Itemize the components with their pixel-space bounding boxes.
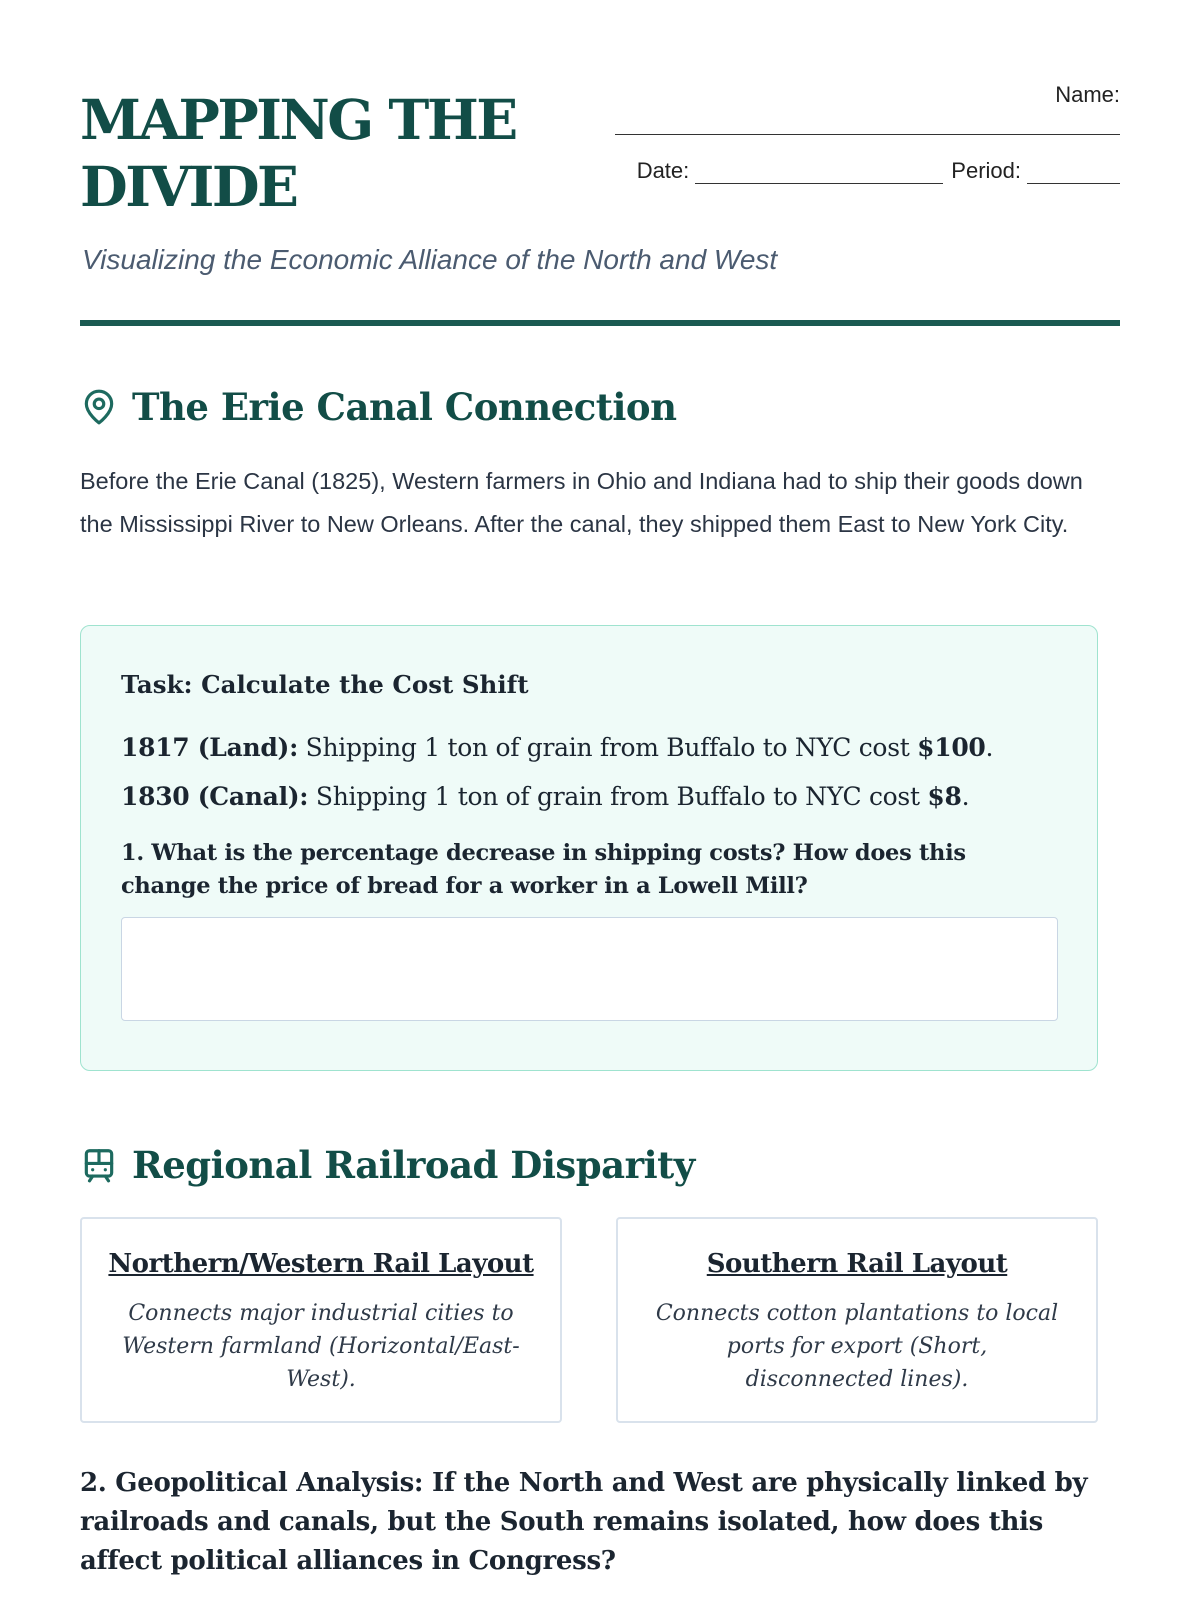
section-heading-rail	[80, 1143, 695, 1187]
date-label: Date:	[636, 158, 690, 183]
train-icon	[80, 1146, 118, 1184]
name-label: Name:	[1055, 82, 1120, 107]
rail-card-description: Connects cotton plantations to local ports for export (Short, disconnected lines).	[655, 1301, 1059, 1392]
worksheet-header	[80, 0, 1120, 318]
rail-card-north-west	[80, 1217, 562, 1423]
fact-1830: 1830 (Canal): Shipping 1 ton of grain from Buffalo to NYC cost $8.	[121, 782, 970, 811]
period-label: Period:	[951, 158, 1021, 183]
name-field[interactable]	[615, 134, 1120, 135]
fact-1817-value: $100	[917, 733, 986, 762]
section-heading-erie	[80, 385, 677, 429]
rail-card-description: Connects major industrial cities to Western farmland (Horizontal/East-West).	[122, 1301, 520, 1392]
task-title: Task: Calculate the Cost Shift	[121, 670, 529, 699]
page-title: MAPPING THE DIVIDE	[80, 87, 516, 219]
date-period-row	[615, 154, 1120, 184]
section-title-rail: Regional Railroad Disparity	[132, 1143, 695, 1187]
rail-card-south	[616, 1217, 1098, 1423]
section-title-erie: The Erie Canal Connection	[132, 385, 677, 429]
date-field[interactable]	[695, 158, 943, 184]
erie-intro-paragraph: Before the Erie Canal (1825), Western farmers in Ohio and Indiana had to ship their goods down the Mississippi River to New Orleans. After the canal, they shipped them East to New York City.	[80, 468, 1083, 537]
question-2: 2. Geopolitical Analysis: If the North and West are physically linked by railroads and canals, but the South remains isolated, how does this affect political alliances in Congress?	[80, 1468, 1088, 1576]
header-divider	[80, 320, 1120, 326]
question-1: 1. What is the percentage decrease in shipping costs? How does this change the price of bread for a worker in a Lowell Mill?	[121, 840, 966, 899]
task-box	[80, 625, 1098, 1071]
fact-1817-text: Shipping 1 ton of grain from Buffalo to NYC cost	[298, 733, 918, 762]
rail-card-title: Northern/Western Rail Layout	[108, 1249, 534, 1279]
period-field[interactable]	[1027, 158, 1120, 184]
map-pin-icon	[80, 388, 118, 426]
page-subtitle: Visualizing the Economic Alliance of the North and West	[82, 244, 778, 275]
fact-1817-label: 1817 (Land):	[121, 733, 299, 762]
answer-field-1[interactable]	[121, 917, 1058, 1021]
fact-1817: 1817 (Land): Shipping 1 ton of grain from Buffalo to NYC cost $100.	[121, 733, 994, 762]
fact-1830-value: $8	[927, 782, 962, 811]
rail-card-title: Southern Rail Layout	[706, 1249, 1008, 1279]
fact-1830-text: Shipping 1 ton of grain from Buffalo to NYC cost	[308, 782, 928, 811]
fact-1830-label: 1830 (Canal):	[121, 782, 309, 811]
